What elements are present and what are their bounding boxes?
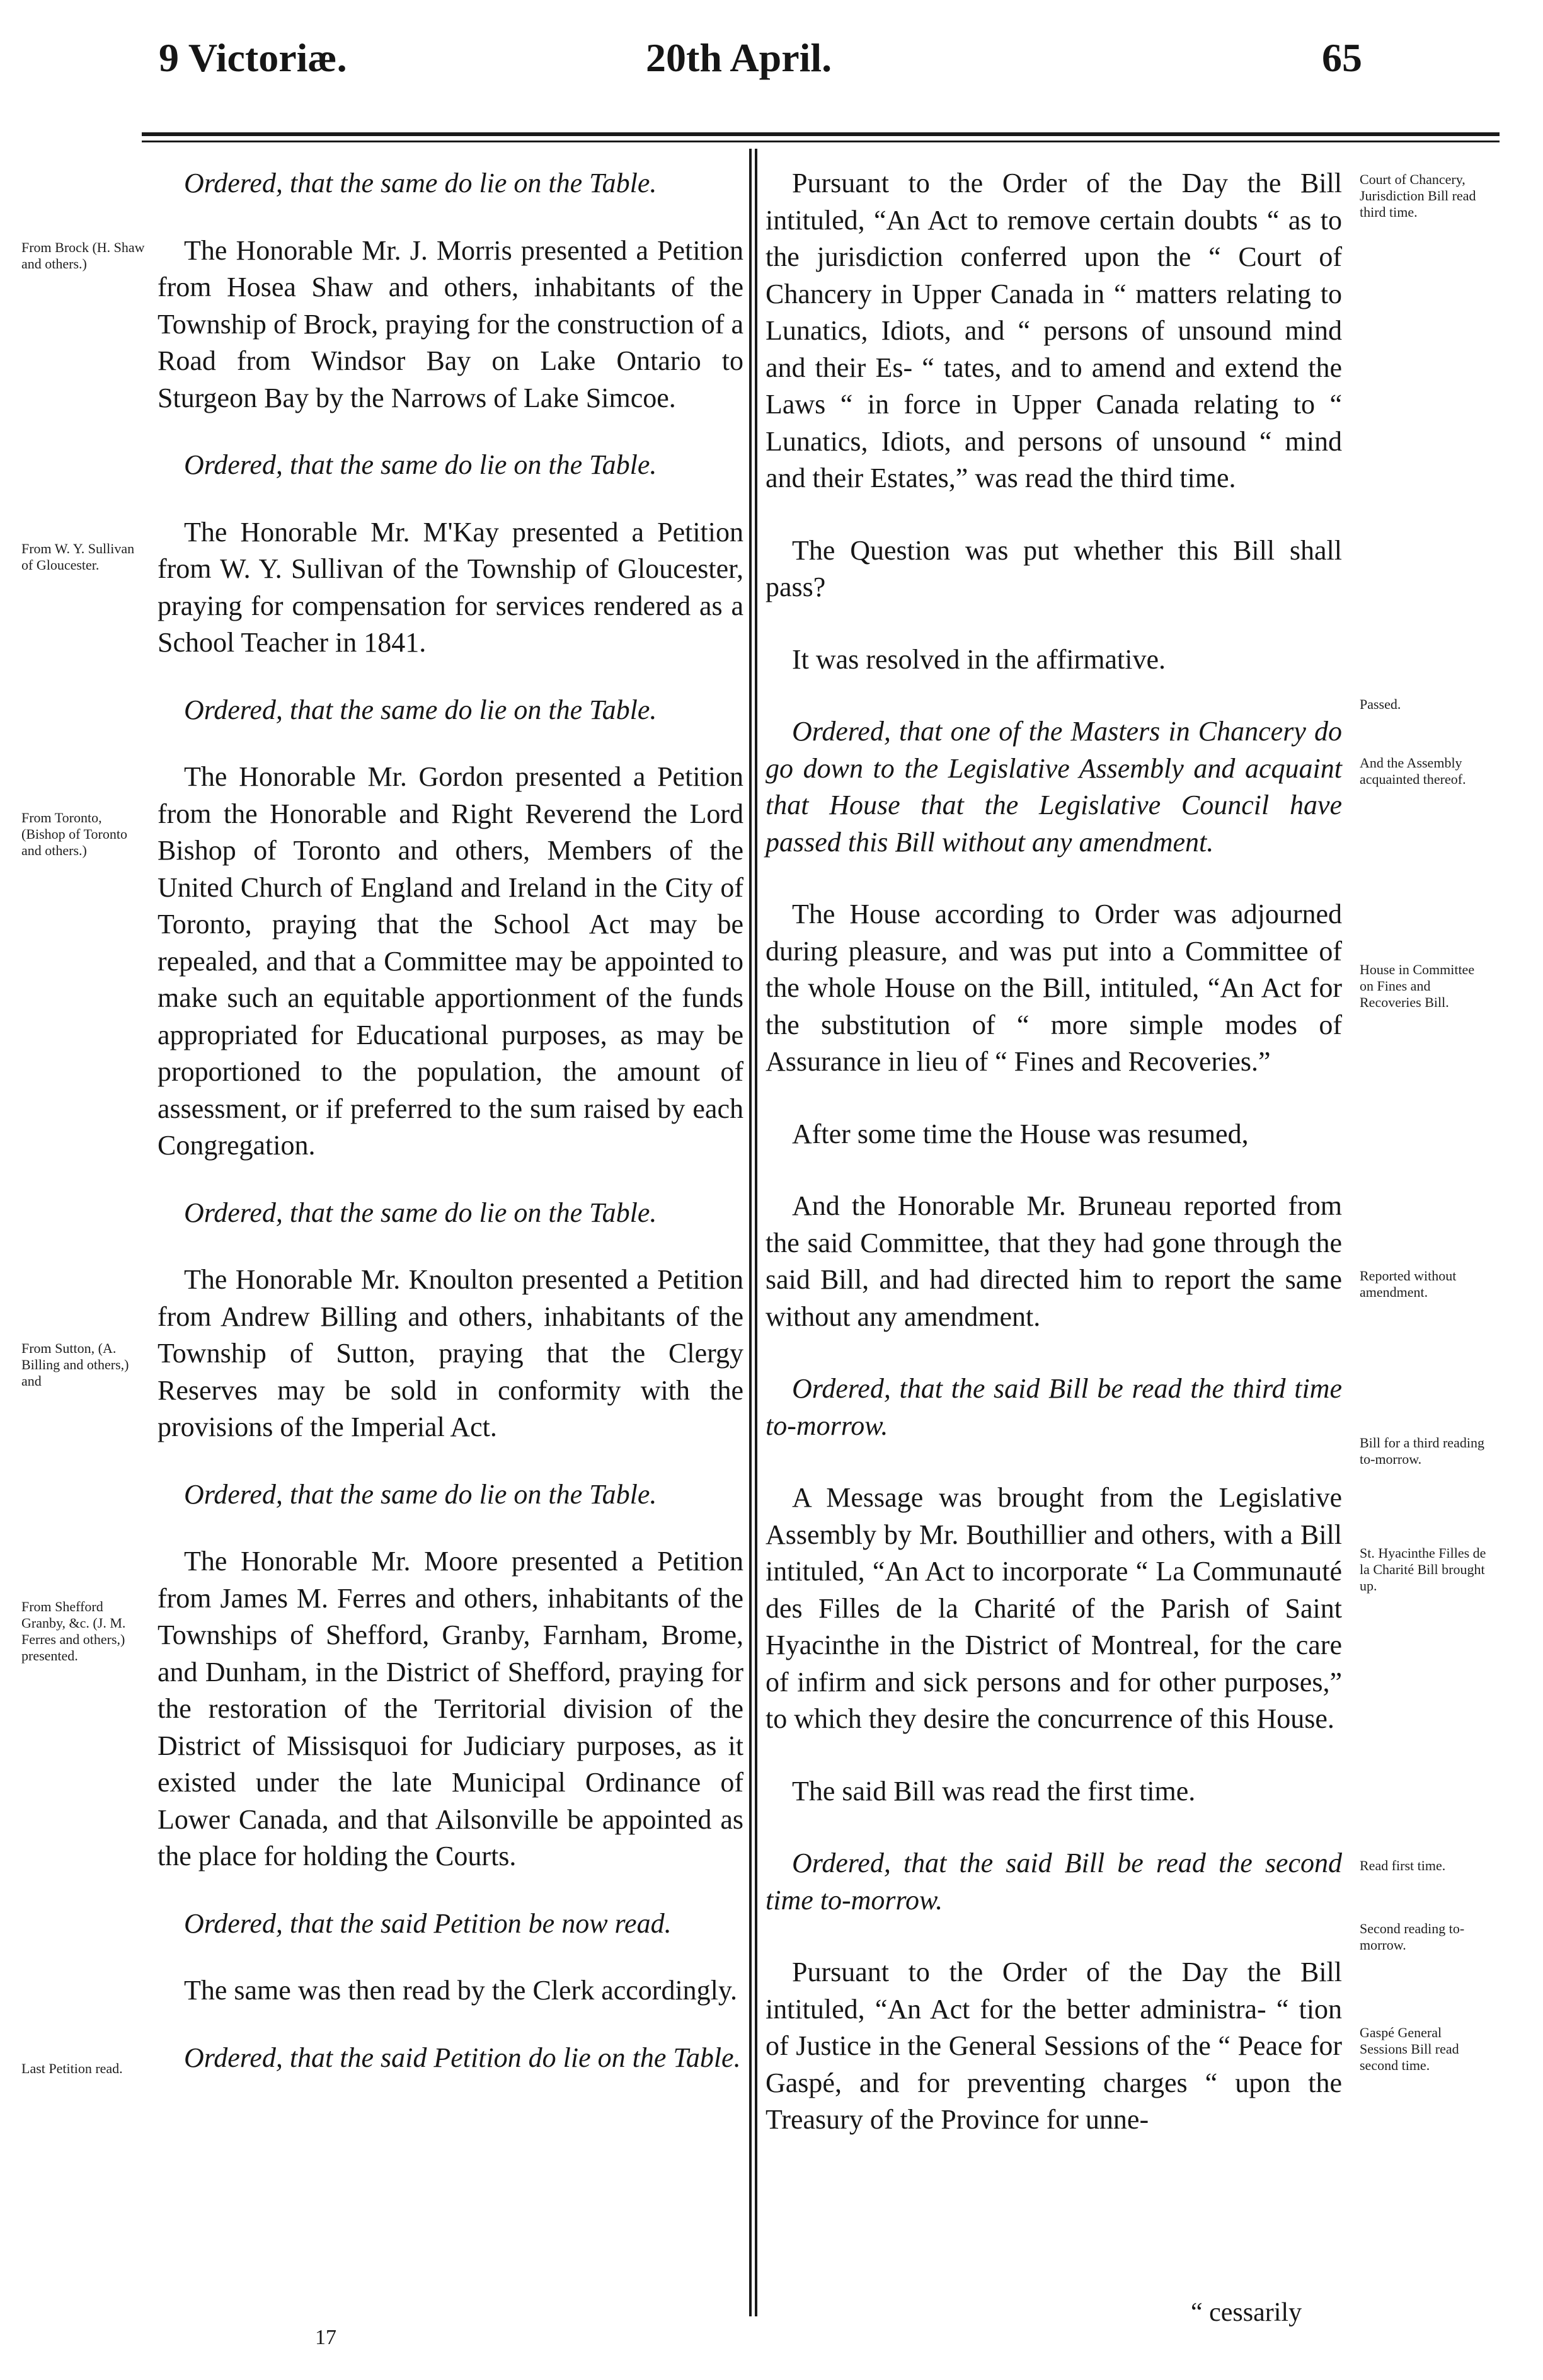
text-paragraph: The same was then read by the Clerk accordingly.	[184, 1975, 738, 2006]
text-paragraph: The said Bill was read the first time.	[792, 1775, 1196, 1807]
margin-note-st-hyacinthe: St. Hyacinthe Filles de la Charité Bill brought up.	[1360, 1545, 1486, 1594]
order-paragraph: Ordered, that one of the Masters in Chancery do go down to the Legislative Assembly and acquaint that House that the Legislative Council have passed this Bill without any amendment.	[766, 716, 1342, 858]
text-paragraph: The House according to Order was adjourned during pleasure, and was put into a Committee of the whole House on the Bill, intituled, “An Act for the substitution of “ more simple modes of Assurance in lieu of “ Fines and Recoveries.”	[766, 899, 1342, 1077]
margin-note-reported: Reported without amendment.	[1360, 1268, 1457, 1300]
margin-note-sullivan: From W. Y. Sullivan of Gloucester.	[21, 541, 135, 573]
margin-note-shefford: From Shefford Granby, &c. (J. M. Ferres and others,) presented.	[21, 1599, 126, 1664]
margin-note-last-petition: Last Petition read.	[21, 2061, 123, 2076]
signature-mark: 17	[315, 2326, 336, 2349]
margin-note-assembly-acquainted: And the Assembly acquainted thereof.	[1360, 755, 1466, 787]
column-divider-left	[749, 149, 752, 2316]
order-paragraph: Ordered, that the same do lie on the Table.	[184, 168, 657, 198]
margin-note-sutton: From Sutton, (A. Billing and others,) and	[21, 1340, 129, 1389]
order-paragraph: Ordered, that the same do lie on the Table.	[184, 1197, 657, 1228]
running-head-regnal-year: 9 Victoriæ.	[159, 35, 347, 80]
text-paragraph: And the Honorable Mr. Bruneau reported from the said Committee, that they had gone through the said Bill, and had directed him to report the same without any amendment.	[766, 1190, 1342, 1332]
catchword: “ cessarily	[1191, 2298, 1302, 2327]
text-paragraph: A Message was brought from the Legislative Assembly by Mr. Bouthillier and others, with a Bill intituled, “An Act to incorporate “ La Communauté des Filles de la Charité of the Parish of Saint Hyacinthe in the District of Montreal, for the care of infirm and sick persons and for other purposes,” to which they desire the concurrence of this House.	[766, 1482, 1342, 1734]
order-paragraph: Ordered, that the said Petition be now read.	[184, 1907, 672, 1939]
header-rule-thin	[142, 141, 1500, 142]
order-paragraph: Ordered, that the same do lie on the Table.	[184, 694, 657, 725]
text-paragraph: It was resolved in the affirmative.	[792, 643, 1166, 675]
page-number: 65	[1322, 35, 1362, 80]
order-paragraph: Ordered, that the said Petition do lie on the Table.	[184, 2042, 741, 2073]
text-paragraph: Pursuant to the Order of the Day the Bill intituled, “An Act to remove certain doubts “ as to the jurisdiction conferred upon the “ Court of Chancery in Upper Canada in “ matters relating to Lunatics, Idiots, and “ persons of unsound mind and their Es- “ tates, and to amend and extend the Laws “ in force in Upper Canada relating to “ Lunatics, Idiots, and persons of unsound “ mind and their Estates,” was read the third time.	[766, 168, 1342, 493]
text-paragraph: The Question was put whether this Bill shall pass?	[766, 534, 1342, 602]
margin-note-passed: Passed.	[1360, 696, 1401, 712]
margin-note-brock: From Brock (H. Shaw and others.)	[21, 239, 145, 272]
header-rule-thick	[142, 132, 1500, 136]
margin-note-gaspe-bill: Gaspé General Sessions Bill read second time.	[1360, 2025, 1459, 2073]
petition-paragraph: The Honorable Mr. Moore presented a Petition from James M. Ferres and others, inhabitants of the Townships of Shefford, Granby, Farnham, Brome, and Dunham, in the District of Shefford, praying for the restoration of the Territorial division of the District of Missisquoi for Judiciary purposes, as it existed under the late Municipal Ordinance of Lower Canada, and that Ailsonville be appointed as the place for holding the Courts.	[158, 1546, 743, 1871]
left-column	[158, 165, 743, 2076]
running-head-date: 20th April.	[646, 35, 832, 80]
margin-note-toronto: From Toronto, (Bishop of Toronto and others.)	[21, 810, 127, 858]
right-column	[766, 165, 1342, 2139]
margin-note-first-reading: Read first time.	[1360, 1858, 1446, 1873]
petition-paragraph: The Honorable Mr. Knoulton presented a Petition from Andrew Billing and others, inhabitants of the Township of Sutton, praying that the Clergy Reserves may be sold in conformity with the provisions of the Imperial Act.	[158, 1264, 743, 1442]
petition-paragraph: The Honorable Mr. M'Kay presented a Petition from W. Y. Sullivan of the Township of Gloucester, praying for compensation for services rendered as a School Teacher in 1841.	[158, 516, 743, 658]
text-paragraph: After some time the House was resumed,	[792, 1118, 1249, 1149]
order-paragraph: Ordered, that the said Bill be read the third time to-morrow.	[766, 1373, 1342, 1441]
column-divider-right	[755, 149, 757, 2316]
petition-paragraph: The Honorable Mr. J. Morris presented a Petition from Hosea Shaw and others, inhabitants of the Township of Brock, praying for the construction of a Road from Windsor Bay on Lake Ontario to Sturgeon Bay by the Narrows of Lake Simcoe.	[158, 234, 743, 413]
text-paragraph: Pursuant to the Order of the Day the Bill intituled, “An Act for the better administra- “ tion of Justice in the General Sessions of the “ Peace for Gaspé, and for preventing charges “ upon the Treasury of the Province for unne-	[766, 1957, 1342, 2135]
margin-note-chancery-bill: Court of Chancery, Jurisdiction Bill read third time.	[1360, 171, 1476, 220]
margin-note-second-reading: Second reading to-morrow.	[1360, 1921, 1465, 1953]
order-paragraph: Ordered, that the said Bill be read the second time to-morrow.	[766, 1848, 1342, 1916]
margin-note-fines-recoveries: House in Committee on Fines and Recoveries Bill.	[1360, 962, 1475, 1010]
petition-paragraph: The Honorable Mr. Gordon presented a Petition from the Honorable and Right Reverend the Lord Bishop of Toronto and others, Members of the United Church of England and Ireland in the City of Toronto, praying that the School Act may be repealed, and that a Committee may be appointed to make such an equitable apportionment of the funds appropriated for Educational purposes, as may be proportioned to the population, the amount of assessment, or if preferred to the sum raised by each Congregation.	[158, 761, 743, 1161]
order-paragraph: Ordered, that the same do lie on the Table.	[184, 449, 657, 480]
order-paragraph: Ordered, that the same do lie on the Table.	[184, 1478, 657, 1510]
margin-note-third-reading: Bill for a third reading to-morrow.	[1360, 1435, 1484, 1467]
